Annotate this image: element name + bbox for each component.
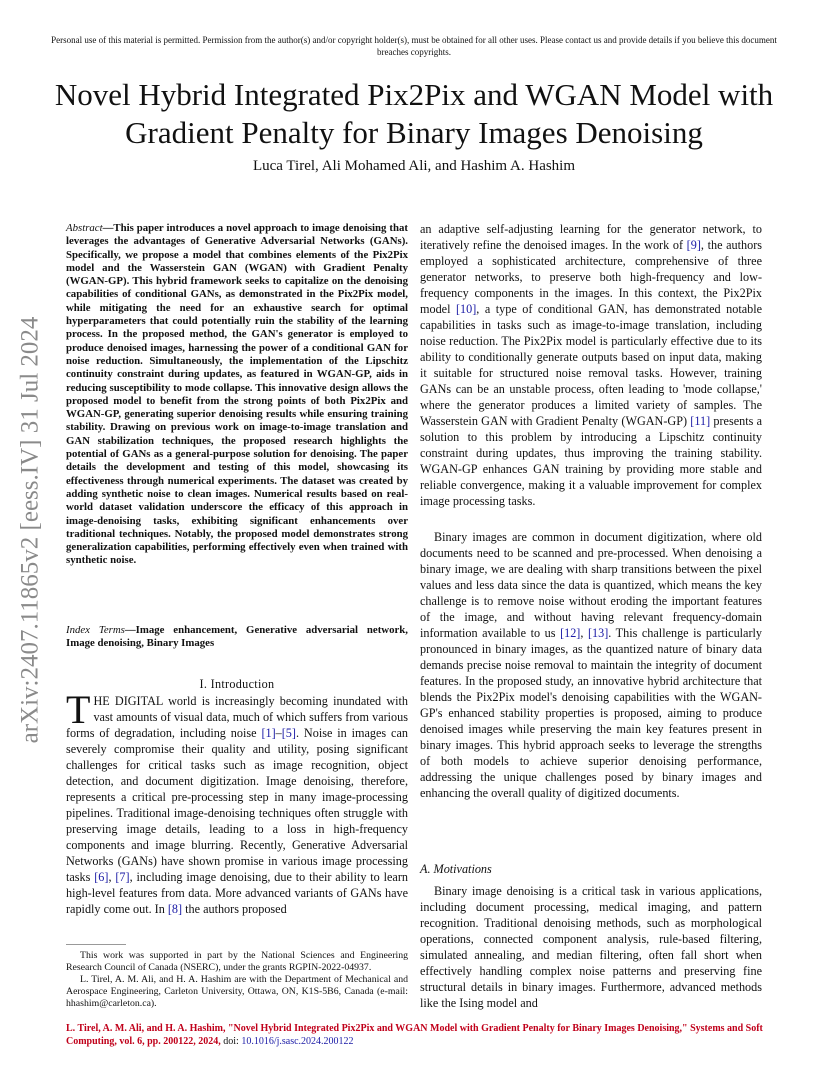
intro-text-4: , bbox=[108, 870, 116, 884]
body-text: an adaptive self-adjusting learning for the generator network, to iteratively refine the denoised images. In the work of bbox=[420, 222, 762, 252]
arxiv-stamp bbox=[14, 316, 46, 744]
citation-link[interactable]: [10] bbox=[455, 302, 477, 316]
subsection-heading-motivations: A. Motivations bbox=[420, 862, 492, 876]
citation-link[interactable]: [1] bbox=[261, 726, 276, 740]
citation-link[interactable]: [8] bbox=[167, 902, 183, 916]
abstract bbox=[66, 222, 408, 568]
intro-text-6: the authors proposed bbox=[182, 902, 287, 916]
right-paragraph-2 bbox=[420, 529, 762, 801]
abstract-label: Abstract bbox=[66, 222, 103, 234]
doi-link[interactable]: 10.1016/j.sasc.2024.200122 bbox=[241, 1036, 354, 1047]
citation-footer-text: L. Tirel, A. M. Ali, and H. A. Hashim, "Novel Hybrid Integrated Pix2Pix and WGAN Model with Gradient Penalty for Binary Images Denoising," Systems and Soft Computing, vol. 6, pp. 200122, 2024, bbox=[66, 1023, 763, 1047]
body-text: presents a solution to this problem by introducing a Lipschitz continuity constraint during updates, thus improving the training stability. WGAN-GP enhances GAN training by providing more stable and reliable convergence, making it a valuable improvement for complex image processing tasks. bbox=[420, 414, 762, 508]
paper-title: Novel Hybrid Integrated Pix2Pix and WGAN Model with Gradient Penalty for Binary Images Denoising bbox=[54, 77, 774, 150]
copyright-notice: Personal use of this material is permitted. Permission from the author(s) and/or copyright holder(s), must be obtained for all other uses. Please contact us and provide details if you believe this document breaches copyrights. bbox=[51, 35, 777, 57]
citation-link[interactable]: [6] bbox=[94, 870, 109, 884]
citation-link[interactable]: [13] bbox=[587, 626, 609, 640]
arxiv-id: arXiv:2407.11865v2 [eess.IV] 31 Jul 2024 bbox=[16, 316, 44, 744]
intro-paragraph bbox=[66, 687, 408, 917]
index-terms-label: Index Terms bbox=[66, 624, 125, 636]
body-text: , bbox=[580, 626, 588, 640]
section-heading-introduction: I. Introduction bbox=[199, 677, 275, 691]
body-text: . This challenge is particularly pronounced in binary images, as the quantized nature of binary data demands precise noise removal to maintain the integrity of document features. In the proposed study, an innovative hybrid architecture that blends the Pix2Pix model's denoising capabilities with the WGAN-GP's enhanced stability properties is proposed, aiming to produce denoised images while preserving the main key features present in binary images. This hybrid approach seeks to leverage the strengths of both models to achieve superior denoising performance, addressing the unique challenges posed by binary images and enhancing the overall quality of digitized documents. bbox=[420, 626, 762, 800]
intro-text-3: . Noise in images can severely compromise their quality and utility, posing significant challenges for critical tasks such as image recognition, object detection, and document digitization. Image denoising, therefore, represents a critical pre-processing step in many image-processing pipelines. Traditional image-denoising techniques often struggle with preserving image details, leading to a loss in high-frequency components and image blurring. Recently, Generative Adversarial Networks (GANs) have shown promise in various image processing tasks bbox=[66, 726, 408, 884]
doi-label: doi: bbox=[220, 1036, 242, 1047]
author-list: Luca Tirel, Ali Mohamed Ali, and Hashim A. Hashim bbox=[252, 158, 576, 174]
footnote-affiliation: L. Tirel, A. M. Ali, and H. A. Hashim are with the Department of Mechanical and Aerospace Engineering, Carleton University, Ottawa, ON, K1S-5B6, Canada (e-mail: hhashim@carleton.ca). bbox=[66, 974, 408, 1009]
citation-link[interactable]: [11] bbox=[690, 414, 711, 428]
index-terms-text: —Image enhancement, Generative adversarial network, Image denoising, Binary Images bbox=[66, 624, 408, 650]
intro-text-1: HE DIGITAL world is increasingly becoming inundated with vast amounts of visual data, much of which suffers from various forms of degradation, including noise bbox=[66, 694, 408, 740]
right-paragraph-1 bbox=[420, 221, 762, 509]
citation-link[interactable]: [12] bbox=[560, 626, 581, 640]
citation-footer bbox=[66, 1022, 766, 1048]
citation-link[interactable]: [5] bbox=[281, 726, 296, 740]
body-text: , a type of conditional GAN, has demonstrated notable capabilities in tasks such as image-to-image translation, including noise reduction. The Pix2Pix model is particularly effective due to its ability to conditionally generate outputs based on input data, making it suitable for structured noise removal tasks. However, training GANs can be an unstable process, often leading to 'mode collapse,' where the generator produces a limited variety of samples. The Wasserstein GAN with Gradient Penalty (WGAN-GP) bbox=[420, 302, 763, 428]
body-text: , the authors employed a sophisticated architecture, comprehensive of three generator networks, to preserve both high-frequency and low-frequency components in the images. In this context, the Pix2Pix model bbox=[420, 238, 762, 316]
drop-cap: T bbox=[66, 687, 91, 732]
citation-link[interactable]: [7] bbox=[115, 870, 130, 884]
footnote bbox=[66, 950, 408, 1010]
right-paragraph-3 bbox=[420, 883, 762, 1011]
index-terms bbox=[66, 624, 408, 651]
footnote-funding: This work was supported in part by the National Sciences and Engineering Research Council of Canada (NSERC), under the grants RGPIN-2022-04937. bbox=[66, 950, 408, 973]
footnote-divider bbox=[66, 944, 126, 945]
intro-text-2: – bbox=[275, 726, 282, 740]
intro-text-5: , including image denoising, due to their ability to learn high-level features from data. More advanced variants of GANs have rapidly come out. In bbox=[66, 870, 408, 916]
body-text: Binary image denoising is a critical task in various applications, including document processing, medical imaging, and pattern recognition. Traditional denoising methods, such as morphological operations, connected component analysis, rule-based filtering, simulated annealing, and median filtering, often fall short when effectively handling complex noise patterns and preserving fine structural details in binary images. Furthermore, advanced methods like the Ising model and bbox=[420, 884, 762, 1010]
body-text: Binary images are common in document digitization, where old documents need to be scanned and pre-processed. When denoising a binary image, we are dealing with sharp transitions between the pixel values and less data since the data is quantized, which means the key challenge is to remove noise without eroding the important features of the image, and without having relevant frequency-domain information available to us bbox=[420, 530, 762, 640]
abstract-text: —This paper introduces a novel approach to image denoising that leverages the advantages of Generative Adversarial Networks (GANs). Specifically, we propose a model that combines elements of the Pix2Pix model and the Wasserstein GAN (WGAN) with Gradient Penalty (WGAN-GP). This hybrid framework seeks to capitalize on the denoising capabilities of conditional GANs, as demonstrated in the Pix2Pix model, while mitigating the need for an exhaustive search for optimal hyperparameters that could potentially ruin the stability of the learning process. In the proposed method, the GAN's generator is employed to produce denoised images, harnessing the power of a conditional GAN for noise reduction. Simultaneously, the implementation of the Lipschitz continuity constraint during updates, as featured in WGAN-GP, aids in reducing susceptibility to mode collapse. This innovative design allows the proposed model to benefit from the strong points of both Pix2Pix and WGAN-GP, generating superior denoising results while ensuring training stability. Drawing on previous work on image-to-image translation and GAN stabilization techniques, the proposed research highlights the potential of GANs as a general-purpose solution for denoising. The paper details the development and testing of this model, showcasing its effectiveness through numerical experiments. The dataset was created by adding synthetic noise to clean images. Numerical results based on real-world dataset validation underscore the efficacy of this approach in image-denoising tasks, exhibiting significant enhancements over traditional techniques. Notably, the proposed model demonstrates strong generalization capabilities, performing effectively even when trained with synthetic noise. bbox=[66, 222, 408, 567]
citation-link[interactable]: [9] bbox=[686, 238, 701, 252]
